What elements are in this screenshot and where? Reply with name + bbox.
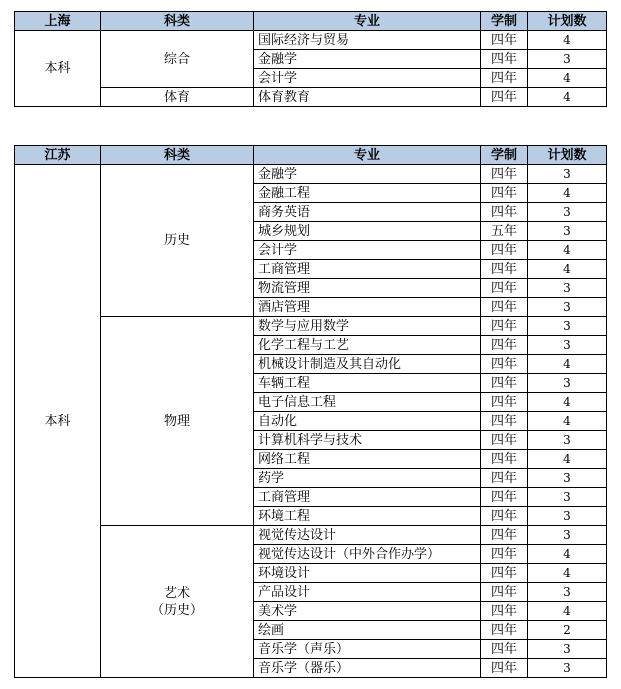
years-cell: 四年	[481, 412, 528, 431]
plan-cell: 4	[528, 241, 607, 260]
major-cell: 国际经济与贸易	[254, 31, 481, 50]
major-cell: 机械设计制造及其自动化	[254, 355, 481, 374]
years-cell: 四年	[481, 279, 528, 298]
plan-cell: 3	[528, 583, 607, 602]
plan-cell: 4	[528, 260, 607, 279]
plan-cell: 4	[528, 184, 607, 203]
major-cell: 自动化	[254, 412, 481, 431]
plan-cell: 4	[528, 393, 607, 412]
major-cell: 城乡规划	[254, 222, 481, 241]
plan-header: 计划数	[528, 12, 607, 31]
major-cell: 体育教育	[254, 88, 481, 107]
major-cell: 音乐学（声乐）	[254, 640, 481, 659]
major-cell: 会计学	[254, 241, 481, 260]
major-cell: 数学与应用数学	[254, 317, 481, 336]
plan-cell: 4	[528, 412, 607, 431]
major-cell: 工商管理	[254, 260, 481, 279]
years-cell: 四年	[481, 469, 528, 488]
plan-cell: 4	[528, 31, 607, 50]
years-cell: 四年	[481, 602, 528, 621]
plan-cell: 3	[528, 165, 607, 184]
years-cell: 四年	[481, 488, 528, 507]
category-cell: 体育	[101, 88, 254, 107]
years-cell: 四年	[481, 355, 528, 374]
level-cell: 本科	[15, 31, 101, 107]
major-cell: 环境工程	[254, 507, 481, 526]
major-cell: 环境设计	[254, 564, 481, 583]
major-cell: 物流管理	[254, 279, 481, 298]
years-cell: 四年	[481, 659, 528, 678]
major-cell: 计算机科学与技术	[254, 431, 481, 450]
years-cell: 四年	[481, 165, 528, 184]
major-cell: 金融工程	[254, 184, 481, 203]
jiangsu-plan-table	[14, 145, 607, 678]
plan-cell: 4	[528, 450, 607, 469]
plan-cell: 3	[528, 526, 607, 545]
category-header: 科类	[101, 12, 254, 31]
major-cell: 药学	[254, 469, 481, 488]
years-cell: 四年	[481, 298, 528, 317]
plan-cell: 3	[528, 279, 607, 298]
years-cell: 四年	[481, 184, 528, 203]
years-cell: 四年	[481, 374, 528, 393]
years-cell: 四年	[481, 393, 528, 412]
plan-cell: 3	[528, 317, 607, 336]
years-cell: 四年	[481, 431, 528, 450]
category-cell: 物理	[101, 317, 254, 526]
years-cell: 四年	[481, 583, 528, 602]
years-cell: 四年	[481, 50, 528, 69]
major-cell: 会计学	[254, 69, 481, 88]
table-row	[15, 165, 607, 184]
category-header: 科类	[101, 146, 254, 165]
major-header: 专业	[254, 146, 481, 165]
major-cell: 车辆工程	[254, 374, 481, 393]
plan-cell: 3	[528, 50, 607, 69]
table-header	[15, 12, 607, 31]
major-cell: 商务英语	[254, 203, 481, 222]
years-cell: 四年	[481, 69, 528, 88]
plan-cell: 3	[528, 298, 607, 317]
plan-cell: 3	[528, 431, 607, 450]
years-cell: 四年	[481, 450, 528, 469]
major-cell: 视觉传达设计（中外合作办学）	[254, 545, 481, 564]
plan-cell: 2	[528, 621, 607, 640]
table-row	[15, 31, 607, 50]
region-header: 江苏	[15, 146, 101, 165]
plan-cell: 3	[528, 336, 607, 355]
years-cell: 四年	[481, 203, 528, 222]
major-cell: 产品设计	[254, 583, 481, 602]
plan-cell: 4	[528, 355, 607, 374]
table-row	[15, 317, 607, 336]
plan-cell: 4	[528, 602, 607, 621]
years-cell: 四年	[481, 88, 528, 107]
major-cell: 化学工程与工艺	[254, 336, 481, 355]
category-cell: 艺术 （历史）	[101, 526, 254, 678]
major-cell: 电子信息工程	[254, 393, 481, 412]
plan-cell: 3	[528, 203, 607, 222]
table-row	[15, 526, 607, 545]
plan-header: 计划数	[528, 146, 607, 165]
table-row	[15, 88, 607, 107]
years-cell: 四年	[481, 260, 528, 279]
category-cell: 综合	[101, 31, 254, 88]
major-cell: 绘画	[254, 621, 481, 640]
plan-cell: 4	[528, 69, 607, 88]
years-cell: 四年	[481, 545, 528, 564]
years-cell: 四年	[481, 317, 528, 336]
major-cell: 网络工程	[254, 450, 481, 469]
region-header: 上海	[15, 12, 101, 31]
plan-cell: 3	[528, 640, 607, 659]
years-cell: 四年	[481, 241, 528, 260]
years-header: 学制	[481, 12, 528, 31]
major-cell: 金融学	[254, 165, 481, 184]
major-cell: 金融学	[254, 50, 481, 69]
years-cell: 四年	[481, 640, 528, 659]
shanghai-plan-table	[14, 11, 607, 107]
category-cell: 历史	[101, 165, 254, 317]
major-header: 专业	[254, 12, 481, 31]
major-cell: 美术学	[254, 602, 481, 621]
years-cell: 五年	[481, 222, 528, 241]
years-cell: 四年	[481, 31, 528, 50]
major-cell: 音乐学（器乐）	[254, 659, 481, 678]
level-cell: 本科	[15, 165, 101, 678]
plan-cell: 4	[528, 545, 607, 564]
years-header: 学制	[481, 146, 528, 165]
major-cell: 视觉传达设计	[254, 526, 481, 545]
plan-cell: 4	[528, 564, 607, 583]
years-cell: 四年	[481, 621, 528, 640]
years-cell: 四年	[481, 564, 528, 583]
plan-cell: 3	[528, 507, 607, 526]
years-cell: 四年	[481, 336, 528, 355]
plan-cell: 3	[528, 374, 607, 393]
plan-cell: 3	[528, 488, 607, 507]
table-header	[15, 146, 607, 165]
plan-cell: 3	[528, 222, 607, 241]
plan-cell: 3	[528, 469, 607, 488]
years-cell: 四年	[481, 526, 528, 545]
major-cell: 工商管理	[254, 488, 481, 507]
plan-cell: 4	[528, 88, 607, 107]
years-cell: 四年	[481, 507, 528, 526]
major-cell: 酒店管理	[254, 298, 481, 317]
plan-cell: 3	[528, 659, 607, 678]
